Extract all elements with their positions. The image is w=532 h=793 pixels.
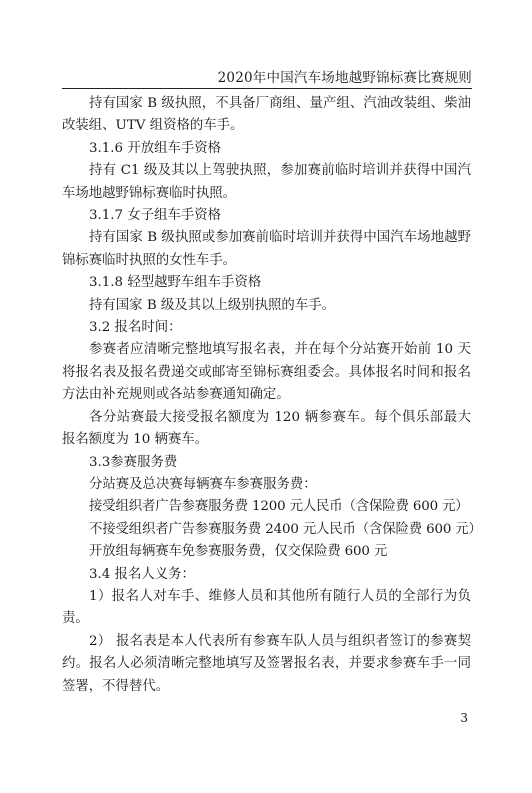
running-header: 2020年中国汽车场地越野锦标赛比赛规则 [217,70,472,86]
paragraph-fee-without-ads: 不接受组织者广告参赛服务费 2400 元人民币（含保险费 600 元） [89,521,482,537]
section-heading-3-1-8: 3.1.8 轻型越野车组车手资格 [89,275,262,291]
paragraph-women-group: 持有国家 B 级执照或参加赛前临时培训并获得中国汽车场地越野锦标赛临时执照的女性车手。 [62,230,471,268]
paragraph-duty-1: 1）报名人对车手、维修人员和其他所有随行人员的全部行为负责。 [62,588,471,627]
section-heading-3-2: 3.2 报名时间： [89,320,182,336]
paragraph-fee-with-ads: 接受组织者广告参赛服务费 1200 元人民币（含保险费 600 元） [89,499,469,515]
paragraph-registration-quota: 各分站赛最大接受报名额度为 120 辆参赛车。每个俱乐部最大报名额度为 10 辆赛车。 [62,409,471,448]
paragraph-light-offroad: 持有国家 B 级及其以上级别执照的车手。 [89,297,335,313]
section-heading-3-3: 3.3参赛服务费 [89,454,178,470]
section-heading-3-4: 3.4 报名人义务： [89,566,195,582]
paragraph-service-fee-intro: 分站赛及总决赛每辆赛车参赛服务费： [89,476,317,492]
body-text [62,93,482,698]
section-heading-3-1-7: 3.1.7 女子组车手资格 [89,208,222,224]
paragraph-b-license-eligibility: 持有国家 B 级执照，不具备厂商组、量产组、汽油改装组、柴油改装组、UTV 组资格的车手。 [62,96,471,134]
header-rule [62,88,472,89]
paragraph-duty-2: 2） 报名表是本人代表所有参赛车队人员与组织者签订的参赛契约。报名人必须清晰完整地填写及签署报名表，并要求参赛车手一同签署，不得替代。 [62,633,471,694]
page-number: 3 [460,711,468,725]
section-heading-3-1-6: 3.1.6 开放组车手资格 [89,140,222,156]
paragraph-open-group: 持有 C1 级及其以上驾驶执照，参加赛前临时培训并获得中国汽车场地越野锦标赛临时执照。 [62,163,471,201]
paragraph-fee-open-group: 开放组每辆赛车免参赛服务费，仅交保险费 600 元 [89,544,388,560]
paragraph-registration-submission: 参赛者应清晰完整地填写报名表，并在每个分站赛开始前 10 天将报名表及报名费递交或邮寄至锦标赛组委会。具体报名时间和报名方法由补充规则或各站参赛通知确定。 [62,342,471,403]
